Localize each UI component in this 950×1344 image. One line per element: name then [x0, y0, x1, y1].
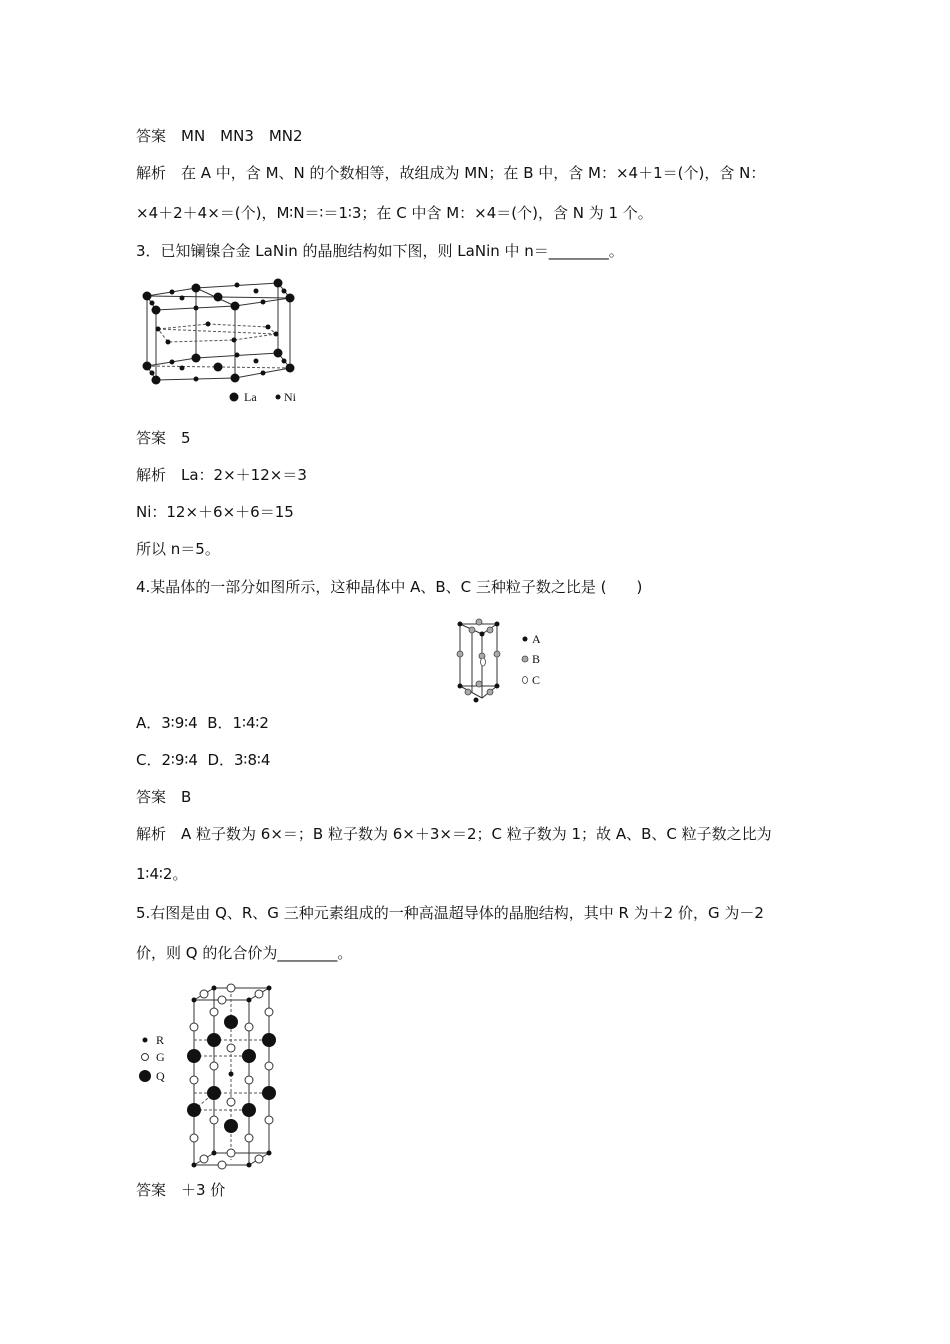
legend-b: B [532, 652, 541, 666]
lani-crystal-figure [138, 274, 308, 409]
legend-ni: Ni [284, 390, 296, 404]
q5-question-line-1: 5.右图是由 Q、R、G 三种元素组成的一种高温超导体的晶胞结构，其中 R 为＋2 价，G 为－2 [136, 904, 764, 922]
q5-answer: 答案 ＋3 价 [136, 1181, 226, 1199]
q4-question: 4.某晶体的一部分如图所示，这种晶体中 A、B、C 三种粒子数之比是 ( ) [136, 578, 643, 596]
q5-question-line-2: 价，则 Q 的化合价为________。 [136, 944, 353, 962]
abc-crystal-figure [452, 614, 552, 706]
legend-q: Q [156, 1069, 165, 1083]
q4-analysis-line-2: 1∶4∶2。 [136, 865, 188, 883]
q3-analysis-line-2: Ni：12×＋6×＋6＝15 [136, 503, 294, 521]
q2-analysis-line-1: 解析 在 A 中，含 M、N 的个数相等，故组成为 MN；在 B 中，含 M：×4＋1＝(个)，含 N： [136, 164, 766, 182]
q3-analysis-line-3: 所以 n＝5。 [136, 540, 220, 558]
legend-a: A [532, 632, 541, 646]
legend-r: R [156, 1033, 165, 1047]
q4-analysis-line-1: 解析 A 粒子数为 6×＝；B 粒子数为 6×＋3×＝2；C 粒子数为 1；故 A、B、C 粒子数之比为 [136, 825, 772, 843]
q3-analysis-line-1: 解析 La：2×＋12×＝3 [136, 466, 307, 484]
q3-answer: 答案 5 [136, 429, 191, 447]
legend-g: G [156, 1050, 165, 1064]
q2-analysis-line-2: ×4＋2＋4×＝(个)，M∶N＝∶＝1∶3；在 C 中含 M：×4＝(个)，含 N 为 1 个。 [136, 204, 653, 222]
qrg-crystal-figure [136, 980, 286, 1170]
legend-la: La [244, 390, 257, 404]
q3-question: 3．已知镧镍合金 LaNin 的晶胞结构如下图，则 LaNin 中 n＝________。 [136, 242, 624, 260]
q4-options-line-1: A．3∶9∶4 B．1∶4∶2 [136, 714, 269, 732]
legend-c: C [532, 673, 541, 687]
q4-options-line-2: C．2∶9∶4 D．3∶8∶4 [136, 751, 271, 769]
q4-answer: 答案 B [136, 788, 192, 806]
q2-answer: 答案 MN MN3 MN2 [136, 127, 303, 145]
